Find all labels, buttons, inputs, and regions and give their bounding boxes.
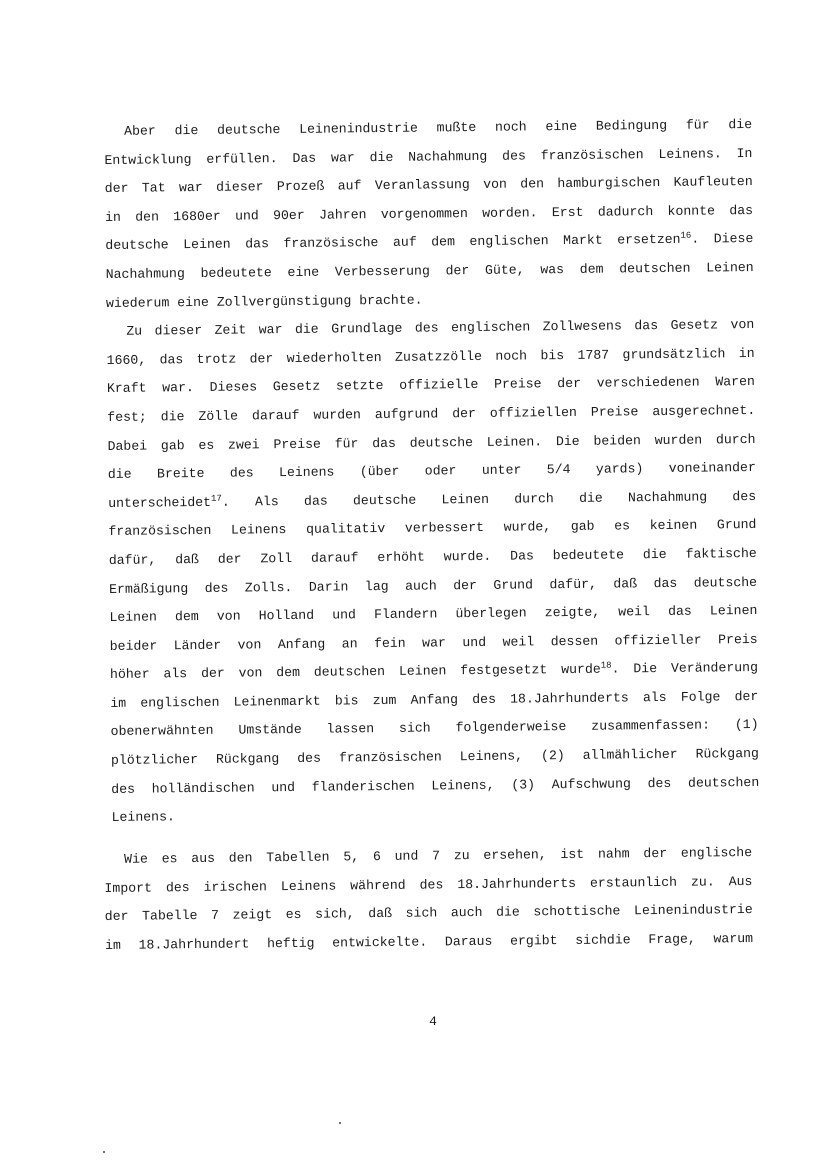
line-text: 1660, das trotz der wiederholten Zusatzzölle noch bis 1787 grundsätzlich in [106,345,755,368]
footnote-marker: 17 [210,493,222,504]
line-text: Aber die deutsche Leinenindustrie mußte noch eine Bedingung für die [124,116,753,139]
scan-speck [339,1122,341,1124]
page-number: 4 [429,1014,437,1029]
line-text: Kraft war. Dieses Gesetz setzte offizielle Preise der verschiedenen Waren [106,374,755,397]
line-text: fest; die Zölle darauf wurden aufgrund der offiziellen Preise ausgerechnet. [107,402,756,425]
line-text: Zu dieser Zeit war die Grundlage des englischen Zollwesens das Gesetz von [126,317,755,339]
line-text: höher als der von dem deutschen Leinen festgesetzt wurde [109,661,601,683]
line-text: beider Länder von Anfang an fein war und weil dessen offizieller Preis [109,631,758,654]
line-text: Ermäßigung des Zolls. Darin lag auch der Grund dafür, daß das deutsche [109,574,758,597]
line-text: wiederum eine Zollvergünstigung brachte. [105,292,423,311]
line-text: im 18.Jahrhundert heftig entwickelte. Daraus ergibt sichdie Frage, warum [104,930,754,953]
line-text: Wie es aus den Tabellen 5, 6 und 7 zu ersehen, ist nahm der englische [124,844,753,867]
line-text-continued: . Als das deutsche Leinen durch die Nachahmung des [221,488,757,510]
line-text: dafür, daß der Zoll darauf erhöht wurde. Das bedeutete die faktische [108,545,757,568]
text-block-lower [104,839,753,960]
footnote-marker: 16 [680,231,692,242]
paragraph [106,311,760,833]
line-text: deutsche Leinen das französische auf dem englischen Markt ersetzen [105,232,681,254]
scan-speck [103,1151,105,1153]
line-text: Entwicklung erfüllen. Das war die Nachahmung des französischen Leinens. In [104,145,753,168]
line-text-continued: . Die Veränderung [611,660,759,677]
line-text: der Tat war dieser Prozeß auf Veranlassung von den hamburgischen Kaufleuten [104,174,753,197]
text-block-main [104,111,760,833]
text-line [105,925,753,961]
line-text: in den 1680er und 90er Jahren vorgenommen worden. Erst dadurch konnte das [104,202,754,225]
line-text: Dabei gab es zwei Preise für das deutsche Leinen. Die beiden wurden durch [107,431,756,454]
line-text: im englischen Leinenmarkt bis zum Anfang des 18.Jahrhunderts als Folge der [110,688,759,711]
line-text: des holländischen und flanderischen Leinens, (3) Aufschwung des deutschen [111,774,760,797]
line-text: Leinens. [111,809,175,826]
line-text: Leinen dem von Holland und Flandern überlegen zeigte, weil das Leinen [109,603,758,626]
line-text: Import des irischen Leinens während des 18.Jahrhunderts erstaunlich zu. Aus [104,873,753,896]
footnote-marker: 18 [600,660,612,671]
line-text: die Breite des Leinens (über oder unter 5/4 yards) voneinander [107,460,756,483]
line-text: französischen Leinens qualitativ verbessert wurde, gab es keinen Grund [108,517,757,540]
line-text: obenerwähnten Umstände lassen sich folgenderweise zusammenfassen: (1) [110,717,759,740]
line-text: unterscheidet [108,494,212,511]
line-text: Nachahmung bedeutete eine Verbesserung der Güte, was dem deutschen Leinen [105,259,754,282]
line-text: der Tabelle 7 zeigt es sich, daß sich auch die schottische Leinenindustrie [104,902,753,925]
paragraph [104,111,754,318]
line-text: plötzlicher Rückgang des französischen Leinens, (2) allmählicher Rückgang [110,746,759,769]
paragraph [104,839,753,960]
line-text-continued: . Diese [691,231,754,248]
